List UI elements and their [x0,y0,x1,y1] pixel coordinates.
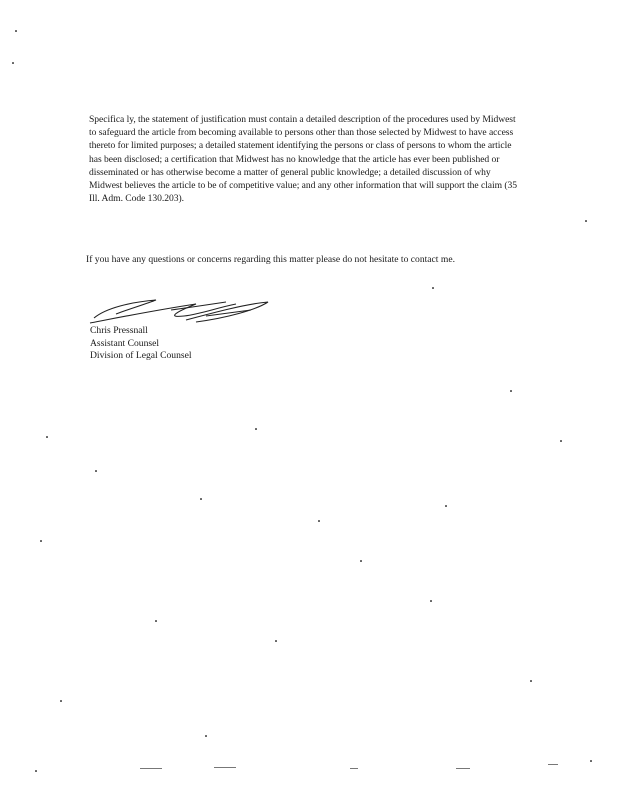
scan-speck [275,640,277,642]
signer-division: Division of Legal Counsel [90,350,192,362]
scan-mark [548,764,558,765]
scan-speck [510,390,512,392]
scan-speck [445,505,447,507]
closing-sentence: If you have any questions or concerns regarding this matter please do not hesitate to contact me. [86,254,455,265]
scan-mark [140,768,162,769]
scan-speck [200,498,202,500]
scan-speck [15,30,17,32]
scan-speck [35,770,37,772]
scan-speck [585,220,587,222]
scan-speck [430,600,432,602]
scan-speck [318,520,320,522]
scan-speck [205,735,207,737]
scan-speck [95,470,97,472]
signer-name: Chris Pressnall [90,325,148,336]
scan-speck [432,287,434,289]
scan-speck [12,62,14,64]
scan-speck [255,428,257,430]
justification-paragraph: Specifica ly, the statement of justification must contain a detailed description of the procedures used by Midwest to safeguard the article from becoming available to persons other than those selected by Midwest to have access thereto for limited purposes; a detailed statement identifying the persons or class of persons to whom the article has been disclosed; a certification that Midwest has no knowledge that the article has ever been published or disseminated or has otherwise become a matter of general public knowledge; a detailed discussion of why Midwest believes the article to be of competitive value; and any other information that will support the claim (35 Ill. Adm. Code 130.203). [89,114,518,205]
handwritten-signature [86,290,276,330]
scan-mark [456,768,470,769]
signature-block [90,325,192,363]
scan-speck [360,560,362,562]
scan-speck [60,700,62,702]
scan-speck [590,760,592,762]
signer-title: Assistant Counsel [90,337,160,349]
scan-speck [530,680,532,682]
scan-speck [46,436,48,438]
scan-mark [214,767,236,768]
scan-speck [155,620,157,622]
scan-speck [40,540,42,542]
scan-mark [350,768,358,769]
scan-speck [560,440,562,442]
